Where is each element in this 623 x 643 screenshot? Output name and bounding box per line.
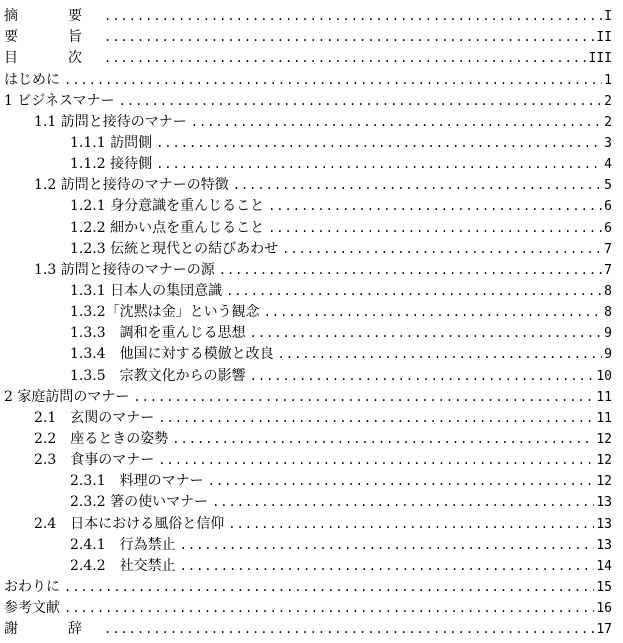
toc-dot-leader [104, 27, 594, 48]
toc-entry-title: はじめに [4, 71, 60, 88]
toc-entry-page: 13 [596, 495, 612, 511]
toc-entry-page: 14 [596, 558, 612, 574]
toc-entry-title: 1.2.1 身分意識を重んじること [70, 198, 265, 215]
toc-entry-page: 13 [596, 516, 612, 532]
toc-entry-title: 1.3.4 他国に対する模倣と改良 [70, 346, 274, 363]
toc-entry[interactable] [0, 471, 612, 492]
toc-entry-title: 2.3.1 料理のマナー [70, 473, 204, 490]
toc-entry-title: 謝 辞 [4, 621, 100, 638]
toc-dot-leader [219, 260, 602, 281]
toc-dot-leader [64, 598, 594, 619]
toc-dot-leader [64, 577, 594, 598]
toc-entry[interactable] [0, 577, 612, 598]
toc-entry-page: 12 [596, 474, 612, 490]
toc-entry[interactable] [0, 408, 612, 429]
toc-entry-page: 16 [596, 601, 612, 617]
toc-entry-title: 1.3.3 調和を重んじる思想 [70, 325, 246, 342]
toc-entry-page: 6 [604, 199, 612, 215]
table-of-contents [0, 6, 612, 640]
toc-entry-title: 1.1.1 訪問側 [70, 134, 153, 151]
toc-entry[interactable] [0, 450, 612, 471]
toc-dot-leader [158, 408, 594, 429]
toc-entry-page: 13 [596, 537, 612, 553]
toc-entry-title: 1.1 訪問と接待のマナー [34, 113, 187, 130]
toc-dot-leader [119, 91, 603, 112]
toc-dot-leader [104, 6, 602, 27]
toc-entry-page: 11 [596, 410, 612, 426]
toc-entry[interactable] [0, 556, 612, 577]
toc-entry-page: 9 [604, 326, 612, 342]
toc-entry[interactable] [0, 112, 612, 133]
toc-entry-page: 12 [596, 453, 612, 469]
toc-entry-title: 1.1.2 接待側 [70, 156, 153, 173]
toc-entry-title: 2.4.2 社交禁止 [70, 557, 176, 574]
toc-entry-page: 8 [604, 283, 612, 299]
toc-entry[interactable] [0, 6, 612, 27]
toc-entry[interactable] [0, 535, 612, 556]
toc-entry[interactable] [0, 196, 612, 217]
toc-entry-title: 2.1 玄関のマナー [34, 409, 155, 426]
toc-entry[interactable] [0, 239, 612, 260]
toc-dot-leader [180, 535, 595, 556]
toc-entry-page: 3 [604, 135, 612, 151]
toc-entry[interactable] [0, 513, 612, 534]
toc-dot-leader [158, 450, 594, 471]
toc-dot-leader [133, 387, 594, 408]
toc-entry[interactable] [0, 133, 612, 154]
toc-entry-title: 要 旨 [4, 29, 100, 46]
toc-entry-page: 8 [604, 305, 612, 321]
toc-entry-page: 7 [604, 262, 612, 278]
toc-entry-page: 10 [596, 368, 612, 384]
toc-dot-leader [250, 323, 603, 344]
toc-entry[interactable] [0, 429, 612, 450]
toc-entry-page: 5 [604, 178, 612, 194]
toc-entry-title: 1 ビジネスマナー [4, 92, 115, 109]
toc-entry-title: 1.3 訪問と接待のマナーの源 [34, 261, 215, 278]
toc-entry-page: II [596, 30, 612, 46]
toc-entry-title: 摘 要 [4, 8, 100, 25]
toc-entry-page: 15 [596, 579, 612, 595]
toc-dot-leader [64, 70, 602, 91]
toc-dot-leader [104, 619, 594, 640]
toc-entry[interactable] [0, 27, 612, 48]
toc-entry-page: 2 [604, 114, 612, 130]
toc-entry[interactable] [0, 91, 612, 112]
toc-dot-leader [156, 133, 602, 154]
toc-entry-title: 1.2.3 伝統と現代との結びあわせ [70, 240, 279, 257]
toc-entry-title: 2.3.2 箸の使いマナー [70, 494, 209, 511]
toc-entry[interactable] [0, 387, 612, 408]
toc-dot-leader [172, 429, 594, 450]
toc-dot-leader [268, 196, 602, 217]
toc-dot-leader [282, 239, 602, 260]
toc-entry-title: 1.3.5 宗教文化からの影響 [70, 367, 246, 384]
toc-dot-leader [250, 366, 595, 387]
toc-entry-page: III [588, 51, 612, 67]
toc-entry-title: 参考文献 [4, 600, 60, 617]
toc-entry-page: 17 [596, 622, 612, 638]
toc-entry[interactable] [0, 48, 612, 69]
toc-entry[interactable] [0, 175, 612, 196]
toc-entry[interactable] [0, 365, 612, 386]
toc-entry-page: 6 [604, 220, 612, 236]
toc-dot-leader [268, 218, 602, 239]
toc-dot-leader [228, 514, 594, 535]
toc-entry-page: 12 [596, 431, 612, 447]
toc-dot-leader [226, 281, 602, 302]
toc-entry-title: 1.3.1 日本人の集団意識 [70, 282, 223, 299]
toc-entry-page: 1 [604, 72, 612, 88]
toc-entry-title: 2.4 日本における風俗と信仰 [34, 515, 225, 532]
toc-entry-page: 9 [604, 347, 612, 363]
toc-entry[interactable] [0, 260, 612, 281]
toc-entry[interactable] [0, 619, 612, 640]
toc-dot-leader [264, 302, 603, 323]
toc-entry-title: 2 家庭訪問のマナー [4, 388, 130, 405]
toc-entry-title: 1.2 訪問と接待のマナーの特徴 [34, 177, 229, 194]
toc-entry[interactable] [0, 281, 612, 302]
toc-entry-page: 2 [604, 93, 612, 109]
toc-dot-leader [278, 344, 603, 365]
toc-dot-leader [156, 154, 602, 175]
toc-entry[interactable] [0, 302, 612, 323]
toc-entry-page: 4 [604, 157, 612, 173]
toc-dot-leader [180, 556, 595, 577]
toc-entry-title: 2.2 座るときの姿勢 [34, 430, 169, 447]
toc-entry[interactable] [0, 344, 612, 365]
toc-dot-leader [233, 175, 602, 196]
toc-entry[interactable] [0, 492, 612, 513]
toc-entry-title: 目 次 [4, 50, 100, 67]
toc-entry-title: 2.4.1 行為禁止 [70, 536, 176, 553]
toc-entry-title: 1.3.2「沈黙は金」という観念 [70, 304, 260, 321]
toc-entry-page: I [604, 9, 612, 25]
toc-entry-title: 1.2.2 細かい点を重んじること [70, 219, 265, 236]
toc-entry[interactable] [0, 69, 612, 90]
toc-entry-page: 11 [596, 389, 612, 405]
toc-entry[interactable] [0, 323, 612, 344]
toc-dot-leader [208, 471, 595, 492]
toc-entry-title: おわりに [4, 578, 60, 595]
toc-dot-leader [191, 112, 602, 133]
toc-entry-title: 2.3 食事のマナー [34, 452, 155, 469]
toc-entry[interactable] [0, 154, 612, 175]
toc-dot-leader [212, 492, 594, 513]
toc-dot-leader [104, 48, 587, 69]
toc-entry[interactable] [0, 217, 612, 238]
toc-entry[interactable] [0, 598, 612, 619]
toc-entry-page: 7 [604, 241, 612, 257]
